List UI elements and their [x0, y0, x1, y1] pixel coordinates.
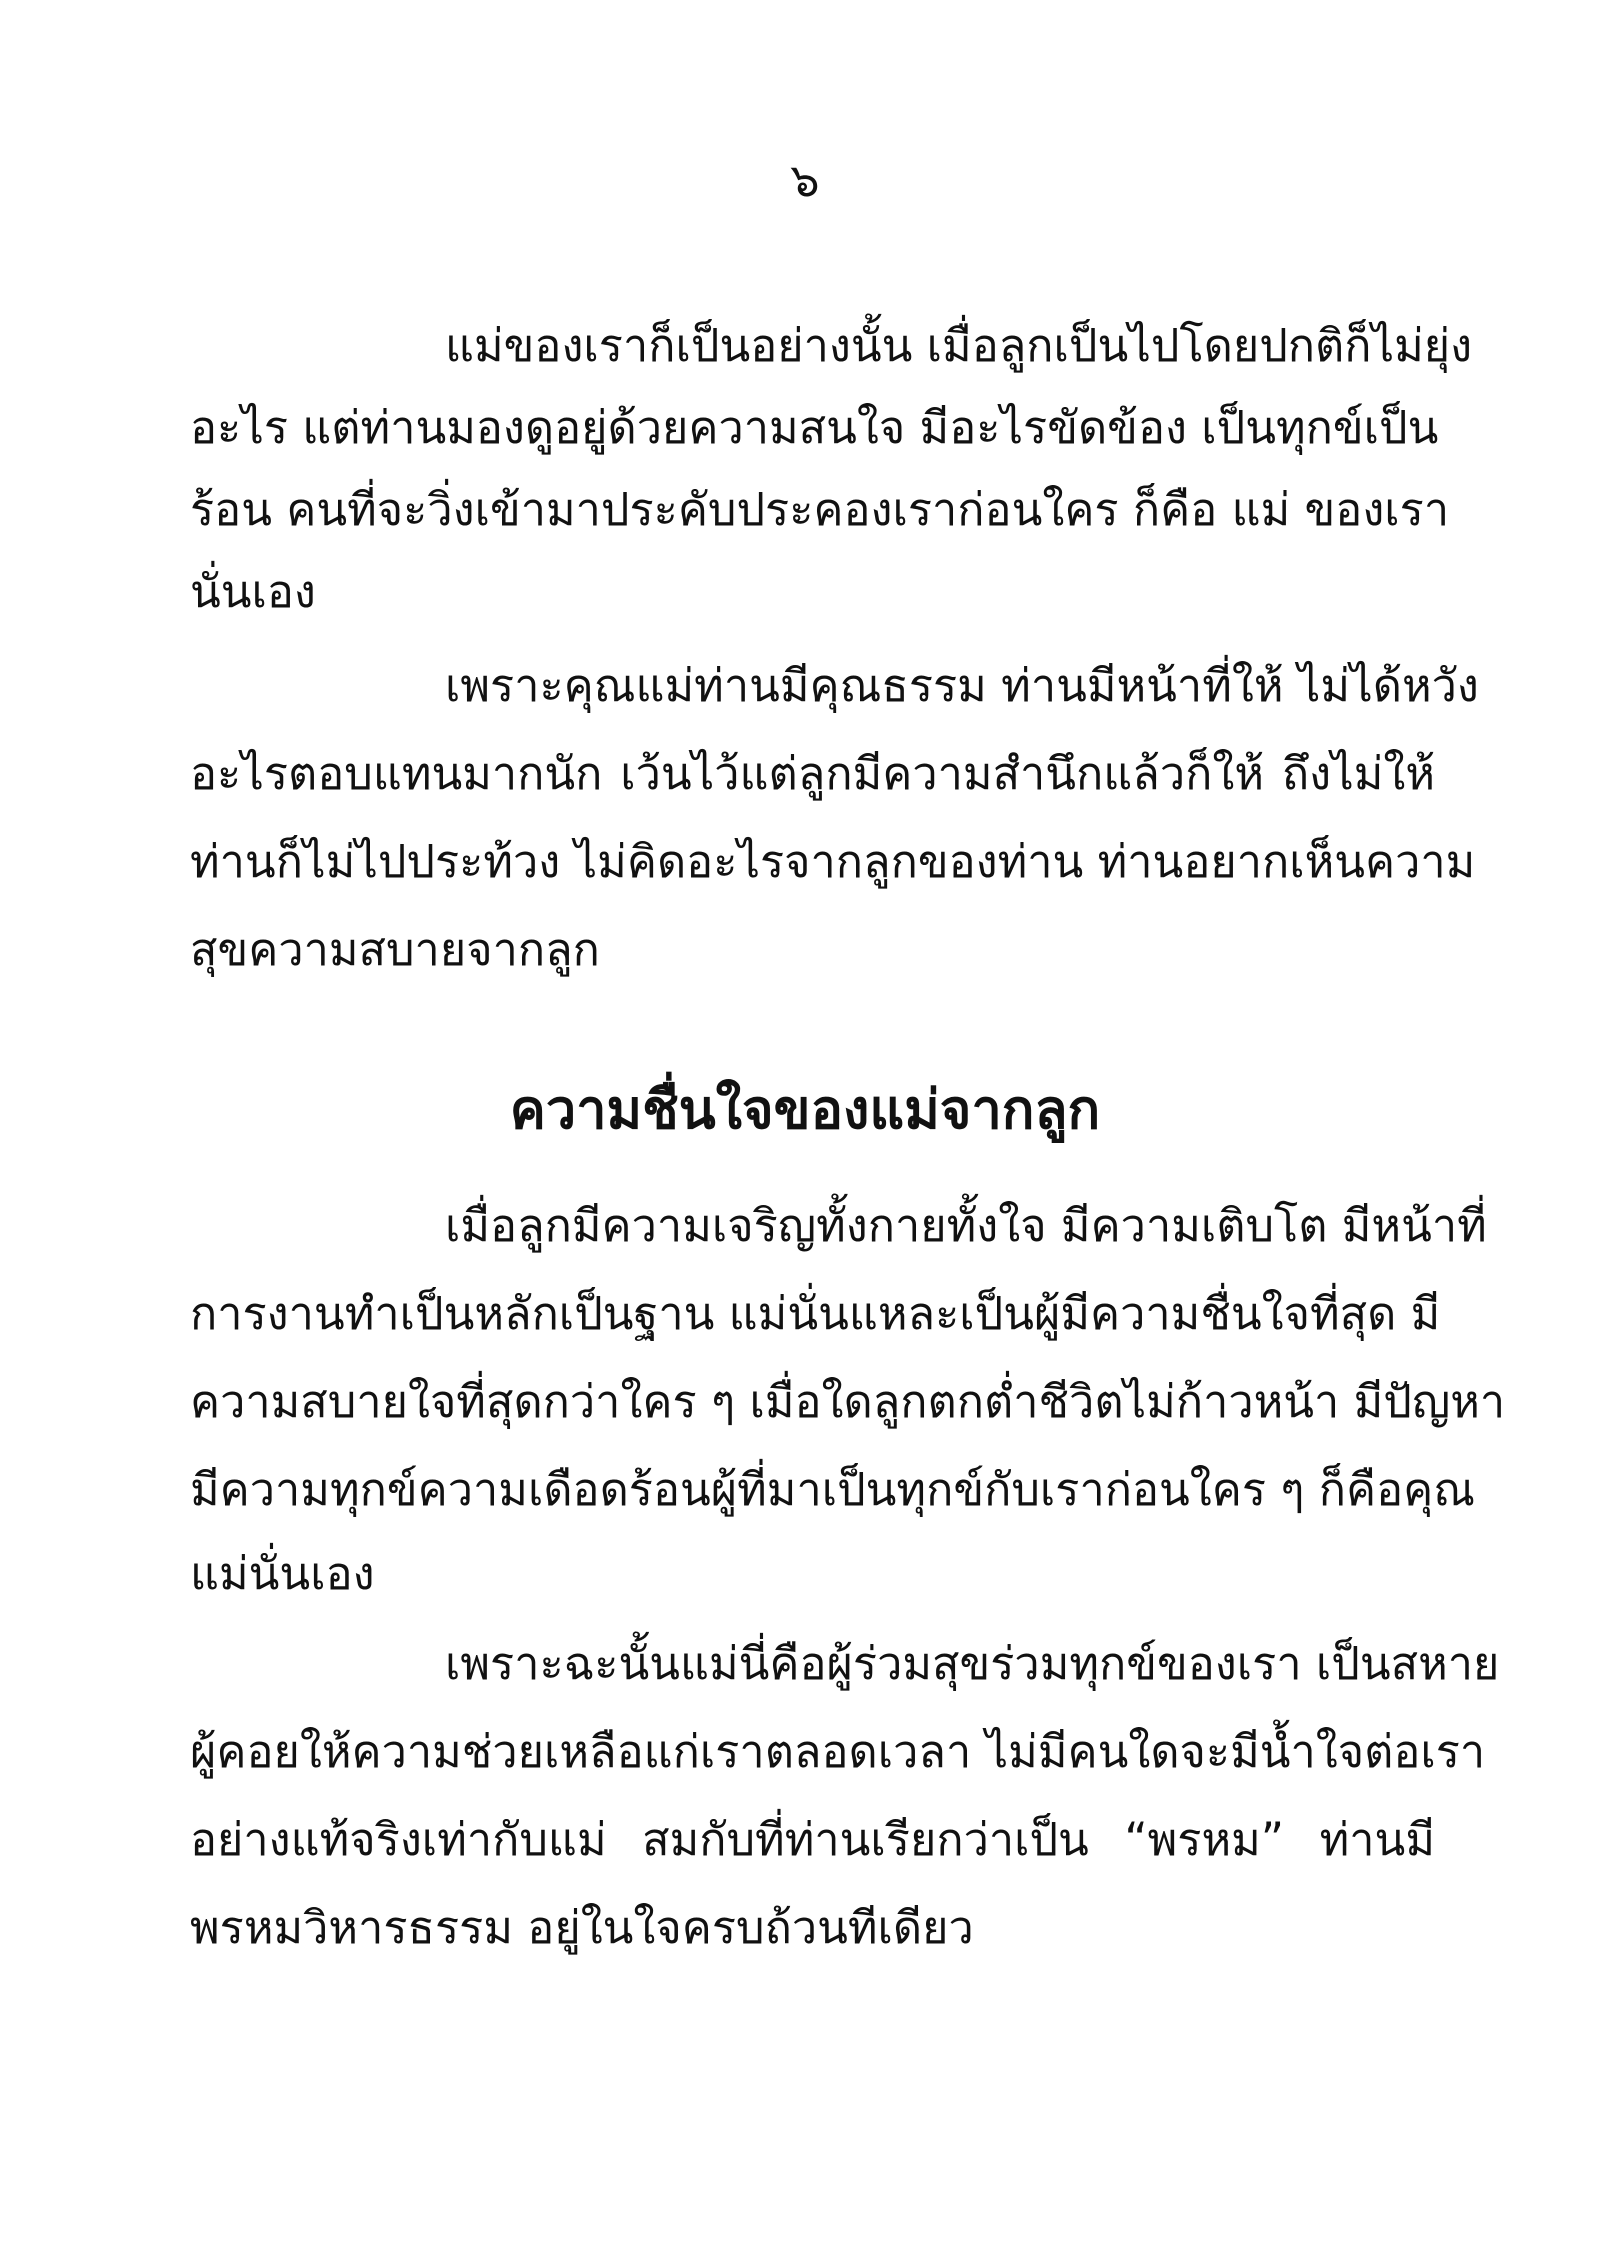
paragraph-line: นั่นเอง — [190, 565, 316, 618]
paragraph-line: พรหมวิหารธรรม อยู่ในใจครบถ้วนทีเดียว — [190, 1901, 974, 1954]
paragraph-line: การงานทำเป็นหลักเป็นฐาน แม่นั่นแหละเป็นผู้มีความชื่นใจที่สุด มี — [190, 1287, 1441, 1340]
paragraph-line: ความสบายใจที่สุดกว่าใคร ๆ เมื่อใดลูกตกต่ำชีวิตไม่ก้าวหน้า มีปัญหา — [190, 1375, 1506, 1428]
paragraph-line: แม่ของเราก็เป็นอย่างนั้น เมื่อลูกเป็นไปโดยปกติก็ไม่ยุ่ง — [445, 319, 1473, 372]
paragraph-line: อะไรตอบแทนมากนัก เว้นไว้แต่ลูกมีความสำนึกแล้วก็ให้ ถึงไม่ให้ — [190, 747, 1435, 800]
paragraph-line: ร้อน คนที่จะวิ่งเข้ามาประคับประคองเราก่อนใคร ก็คือ แม่ ของเรา — [190, 483, 1450, 536]
paragraph-line: เพราะคุณแม่ท่านมีคุณธรรม ท่านมีหน้าที่ให้ ไม่ได้หวัง — [445, 659, 1479, 712]
paragraph-line: เพราะฉะนั้นแม่นี่คือผู้ร่วมสุขร่วมทุกข์ของเรา เป็นสหาย — [445, 1637, 1500, 1690]
paragraph-line: อย่างแท้จริงเท่ากับแม่ สมกับที่ท่านเรียกว่าเป็น “พรหม” ท่านมี — [190, 1813, 1435, 1866]
paragraph-line: แม่นั่นเอง — [190, 1547, 375, 1600]
paragraph-line: เมื่อลูกมีความเจริญทั้งกายทั้งใจ มีความเติบโต มีหน้าที่ — [445, 1199, 1487, 1252]
paragraph-line: อะไร แต่ท่านมองดูอยู่ด้วยความสนใจ มีอะไรขัดข้อง เป็นทุกข์เป็น — [190, 401, 1439, 454]
paragraph-line: สุขความสบายจากลูก — [190, 923, 600, 976]
page-number: ๖ — [790, 153, 820, 207]
paragraph-line: มีความทุกข์ความเดือดร้อนผู้ที่มาเป็นทุกข์กับเราก่อนใคร ๆ ก็คือคุณ — [190, 1463, 1476, 1516]
section-heading: ความชื่นใจของแม่จากลูก — [509, 1078, 1101, 1141]
paragraph-line: ผู้คอยให้ความช่วยเหลือแก่เราตลอดเวลา ไม่มีคนใดจะมีน้ำใจต่อเรา — [190, 1725, 1486, 1778]
paragraph-line: ท่านก็ไม่ไปประท้วง ไม่คิดอะไรจากลูกของท่าน ท่านอยากเห็นความ — [190, 835, 1476, 888]
